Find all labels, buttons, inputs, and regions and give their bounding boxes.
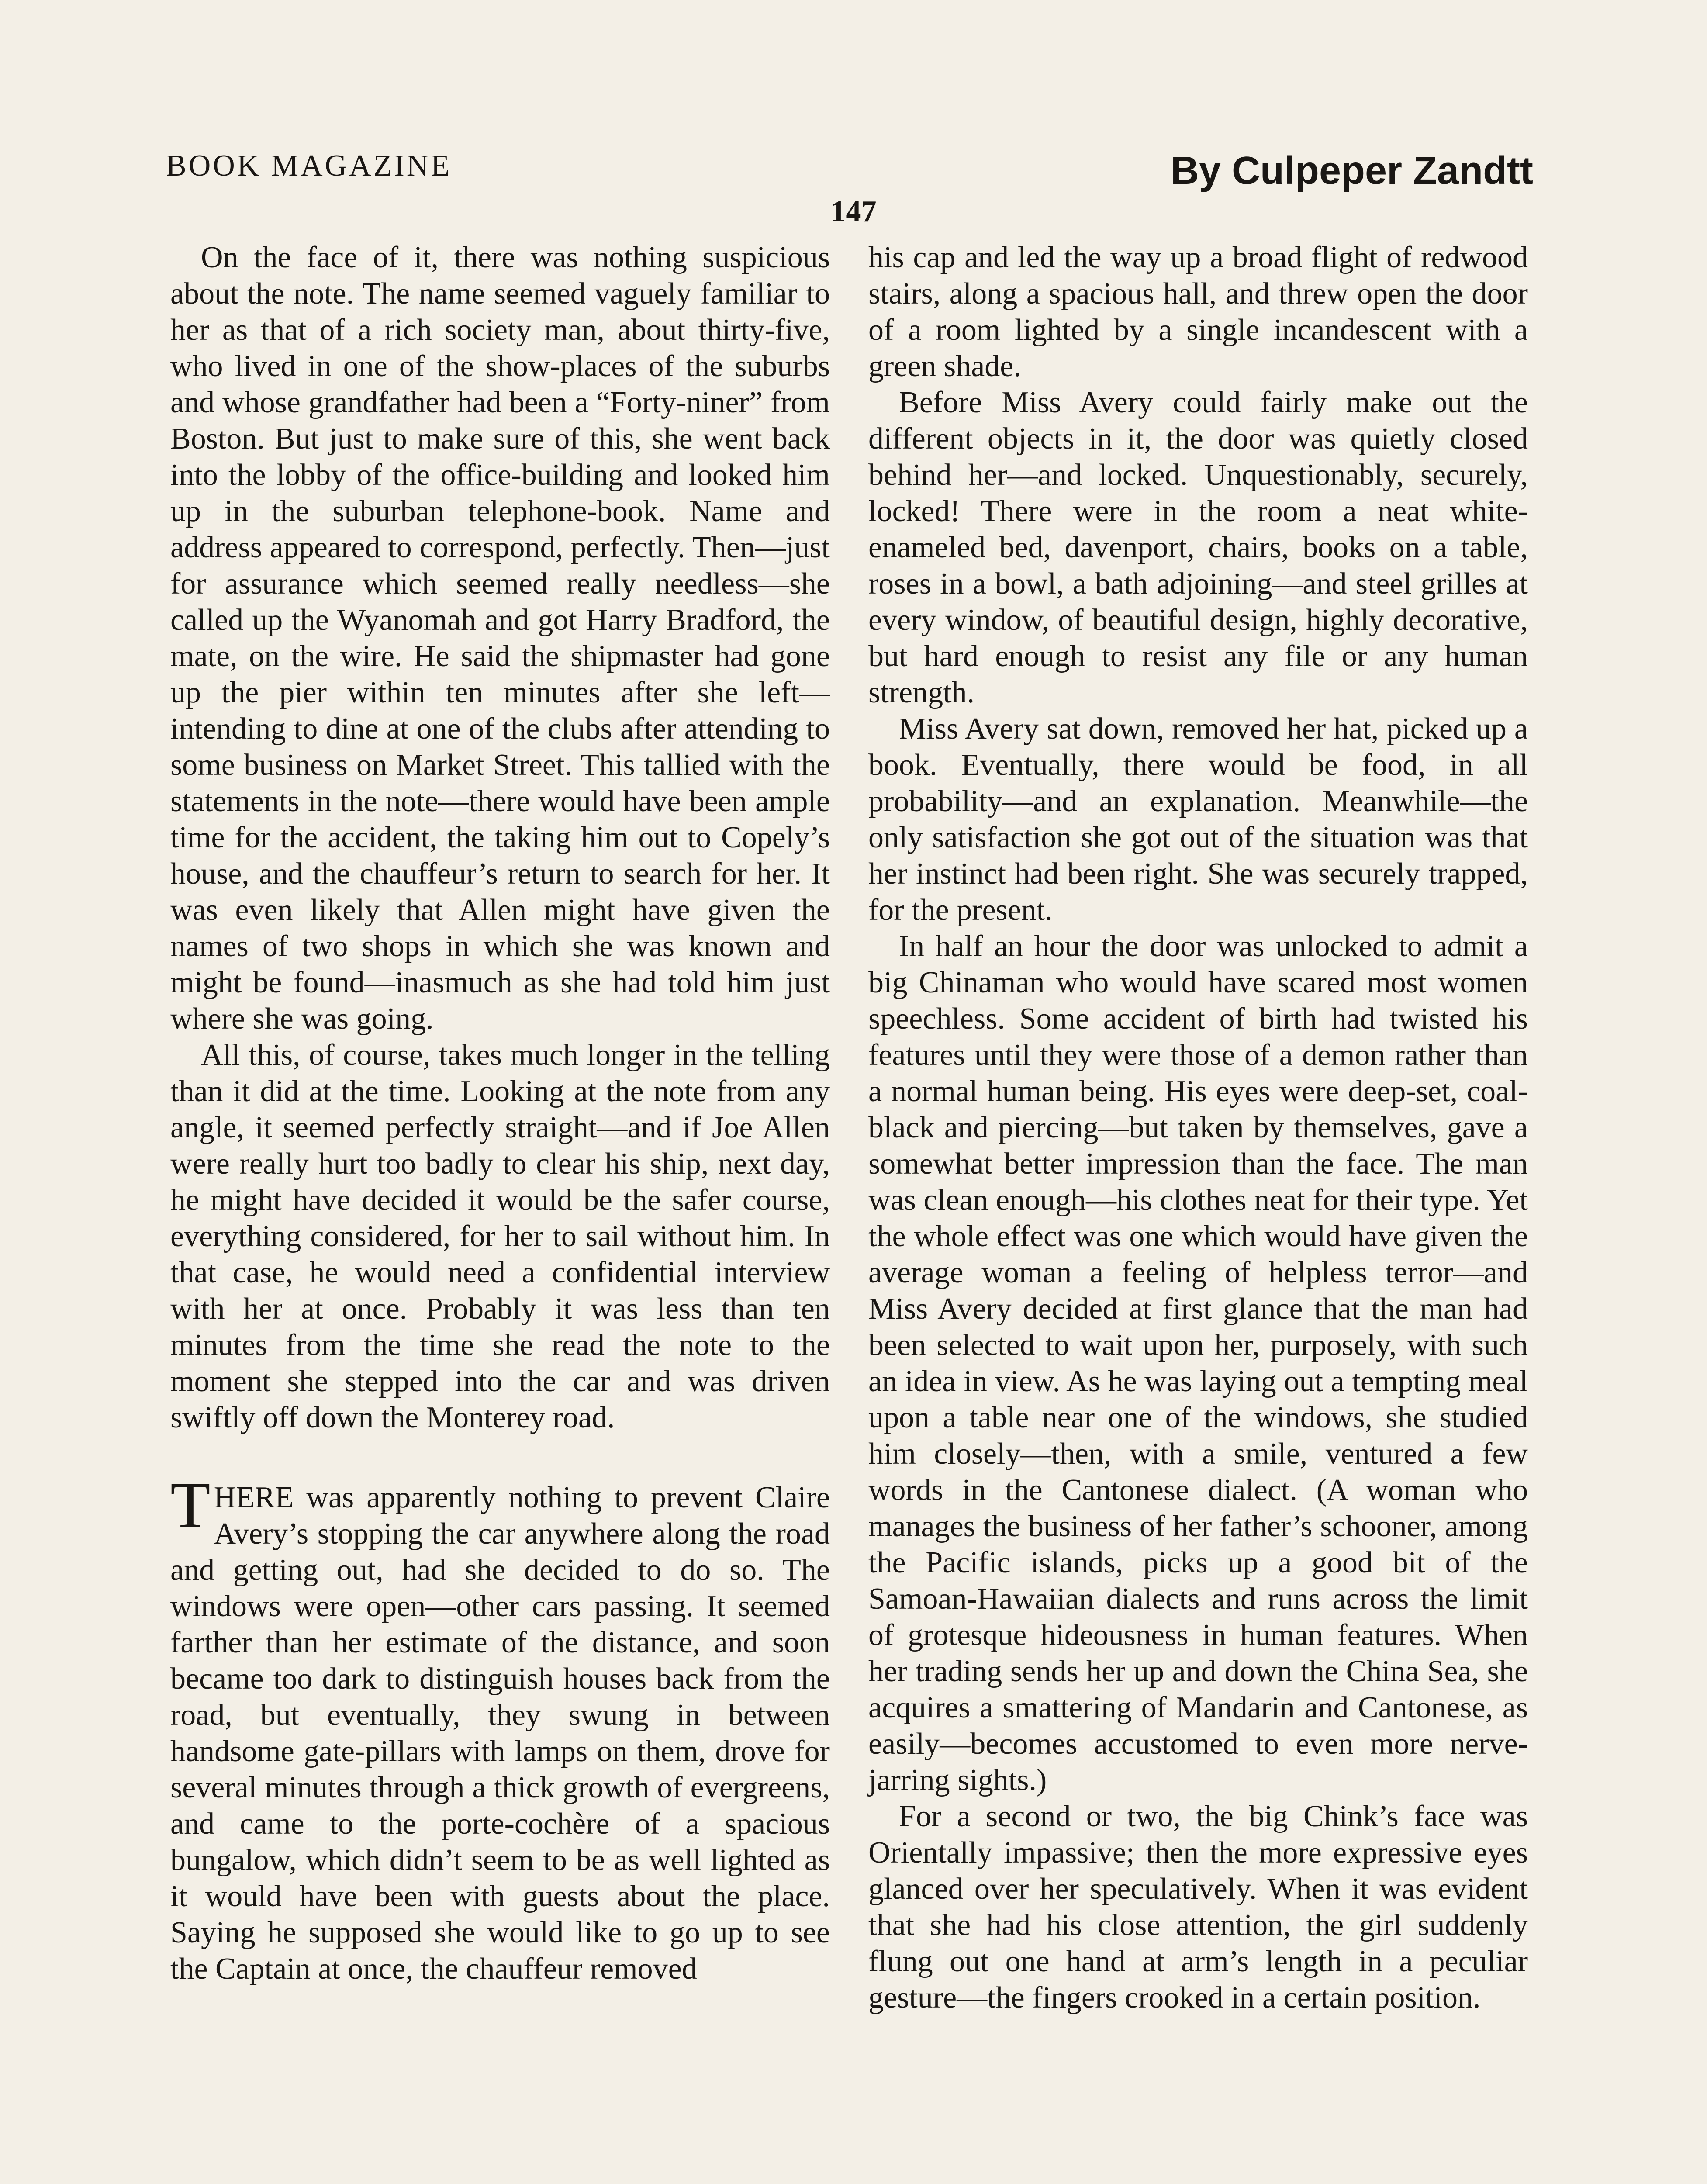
paragraph: In half an hour the door was unlocked to admit a big Chinaman who would have scared most women speechless. Some accident of birth had twisted his features until they were those of a demon rather than a normal human being. His eyes were deep-set, coal-black and piercing—but taken by themselves, gave a somewhat better impression than the face. The man was clean enough—his clothes neat for their type. Yet the whole effect was one which would have given the average woman a feeling of helpless terror—and Miss Avery decided at first glance that the man had been selected to wait upon her, purposely, with such an idea in view. As he was laying out a tempting meal upon a table near one of the windows, she studied him closely—then, with a smile, ventured a few words in the Cantonese dialect. (A woman who manages the business of her father’s schooner, among the Pacific islands, picks up a good bit of the Samoan-Hawaiian dialects and runs across the limit of grotesque hideousness in human features. When her trading sends her up and down the China Sea, she acquires a smattering of Mandarin and Cantonese, as easily—becomes accustomed to even more nerve-jarring sights.) xyxy=(868,930,1528,1797)
paragraph: For a second or two, the big Chink’s face was Orientally impassive; then the more expressive eyes glanced over her speculatively. When it was evident that she had his close attention, the girl suddenly flung out one hand at arm’s length in a peculiar gesture—the fingers crooked in a certain position. xyxy=(868,1800,1528,2015)
drop-cap: T xyxy=(170,1469,211,1541)
page-number: 147 xyxy=(830,195,877,228)
section-paragraph-text: HERE was apparently nothing to prevent Claire Avery’s stopping the car anywhere along the road and getting out, had she decided to do so. The windows were open—other cars passing. It seemed farther than her estimate of the distance, and soon became too dark to distinguish houses back from the road, but eventually, they swung in between handsome gate-pillars with lamps on them, drove for several minutes through a thick growth of evergreens, and came to the porte-cochère of a spacious bungalow, which didn’t seem to be as well lighted as it would have been with guests about the place. Saying he supposed she would like to go up to see the Captain at once, the chauffeur removed xyxy=(170,1481,830,1986)
right-column xyxy=(868,239,1528,2016)
section-paragraph xyxy=(170,1469,830,1987)
continued-paragraph: his cap and led the way up a broad flight of redwood stairs, along a spacious hall, and threw open the door of a room lighted by a single incandescent with a green shade. xyxy=(868,241,1528,383)
left-column xyxy=(170,239,830,1987)
paragraph: Before Miss Avery could fairly make out the different objects in it, the door was quietly closed behind her—and locked. Unquestionably, securely, locked! There were in the room a neat white-enameled bed, davenport, chairs, books on a table, roses in a bowl, a bath adjoining—and steel grilles at every window, of beautiful design, highly decorative, but hard enough to resist any file or any human strength. xyxy=(868,386,1528,709)
paragraph: Miss Avery sat down, removed her hat, picked up a book. Eventually, there would be food, in all probability—and an explanation. Meanwhile—the only satisfaction she got out of the situation was that her instinct had been right. She was securely trapped, for the present. xyxy=(868,712,1528,927)
paragraph: On the face of it, there was nothing suspicious about the note. The name seemed vaguely familiar to her as that of a rich society man, about thirty-five, who lived in one of the show-places of the suburbs and whose grandfather had been a “Forty-niner” from Boston. But just to make sure of this, she went back into the lobby of the office-building and looked him up in the suburban telephone-book. Name and address appeared to correspond, perfectly. Then—just for assurance which seemed really needless—she called up the Wyanomah and got Harry Bradford, the mate, on the wire. He said the shipmaster had gone up the pier within ten minutes after she left—intending to dine at one of the clubs after attending to some business on Market Street. This tallied with the statements in the note—there would have been ample time for the accident, the taking him out to Copely’s house, and the chauffeur’s return to search for her. It was even likely that Allen might have given the names of two shops in which she was known and might be found—inasmuch as she had told him just where she was going. xyxy=(170,241,830,1036)
paragraph: All this, of course, takes much longer in the telling than it did at the time. Looking at the note from any angle, it seemed perfectly straight—and if Joe Allen were really hurt too badly to clear his ship, next day, he might have decided it would be the safer course, everything considered, for her to sail without him. In that case, he would need a confidential interview with her at once. Probably it was less than ten minutes from the time she read the note to the moment she stepped into the car and was driven swiftly off down the Monterey road. xyxy=(170,1038,830,1434)
running-header-magazine: BOOK MAGAZINE xyxy=(166,149,452,183)
running-header-author: By Culpeper Zandtt xyxy=(1170,149,1533,193)
